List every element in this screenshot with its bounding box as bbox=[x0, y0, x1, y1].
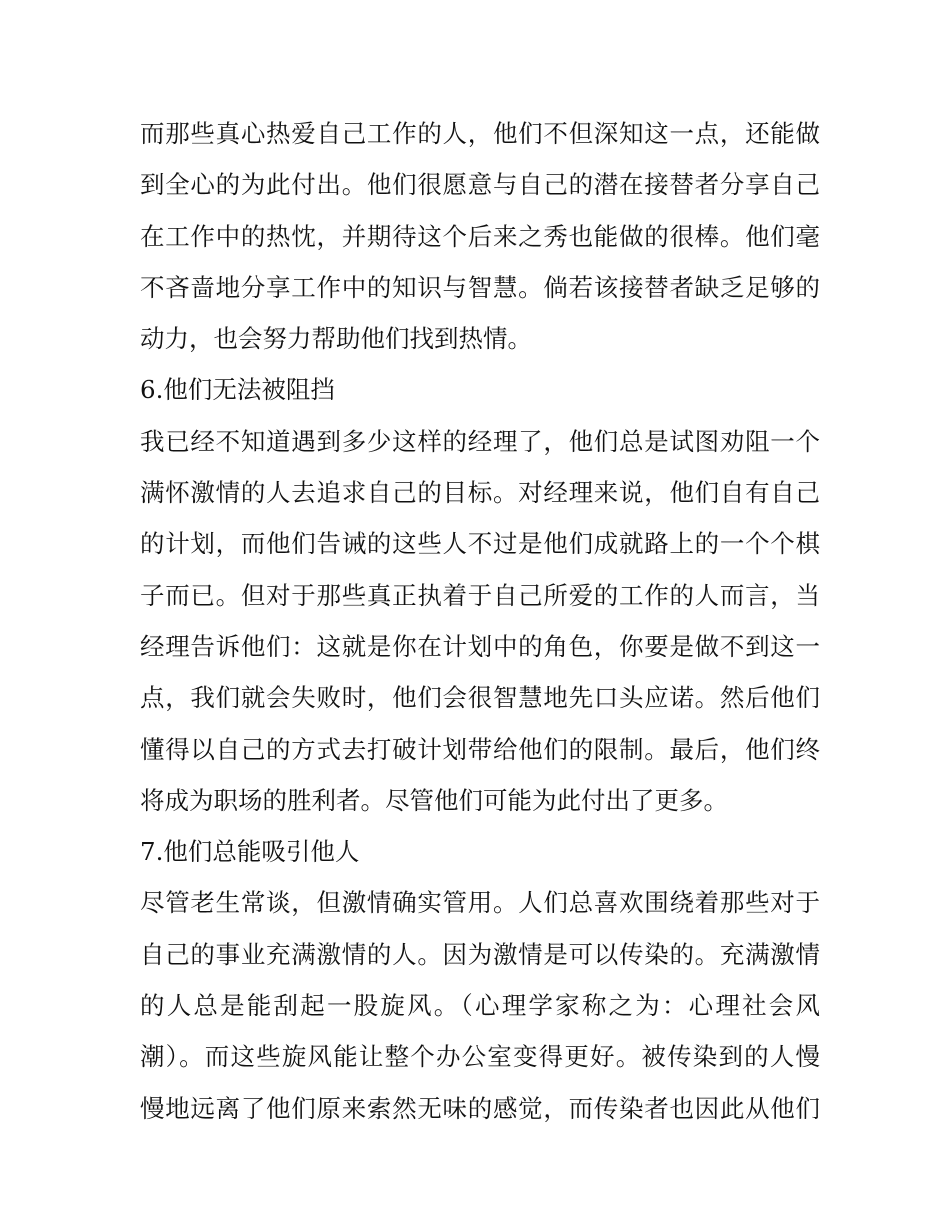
body-text bbox=[140, 108, 820, 1134]
text-line: 尽管老生常谈，但激情确实管用。人们总喜欢围绕着那些对于 bbox=[140, 888, 820, 918]
text-line: 懂得以自己的方式去打破计划带给他们的限制。最后，他们终 bbox=[140, 734, 820, 764]
text-line: 满怀激情的人去追求自己的目标。对经理来说，他们自有自己 bbox=[140, 478, 820, 508]
text-line: 到全心的为此付出。他们很愿意与自己的潜在接替者分享自己 bbox=[140, 170, 820, 200]
text-line: 的计划，而他们告诫的这些人不过是他们成就路上的一个个棋 bbox=[140, 529, 820, 559]
text-line: 潮）。而这些旋风能让整个办公室变得更好。被传染到的人慢 bbox=[140, 1042, 820, 1072]
text-line: 在工作中的热忱，并期待这个后来之秀也能做的很棒。他们毫 bbox=[140, 221, 820, 251]
text-line: 将成为职场的胜利者。尽管他们可能为此付出了更多。 bbox=[140, 785, 728, 815]
text-line: 不吝啬地分享工作中的知识与智慧。倘若该接替者缺乏足够的 bbox=[140, 272, 820, 302]
section-heading: 6.他们无法被阻挡 bbox=[140, 375, 335, 405]
text-line: 自己的事业充满激情的人。因为激情是可以传染的。充满激情 bbox=[140, 939, 820, 969]
text-line: 慢地远离了他们原来索然无味的感觉，而传染者也因此从他们 bbox=[140, 1093, 820, 1123]
text-line: 经理告诉他们：这就是你在计划中的角色，你要是做不到这一 bbox=[140, 631, 820, 661]
text-line: 点，我们就会失败时，他们会很智慧地先口头应诺。然后他们 bbox=[140, 683, 820, 713]
text-line: 子而已。但对于那些真正执着于自己所爱的工作的人而言，当 bbox=[140, 580, 820, 610]
text-line: 而那些真心热爱自己工作的人，他们不但深知这一点，还能做 bbox=[140, 119, 820, 148]
section-heading: 7.他们总能吸引他人 bbox=[140, 837, 360, 867]
text-line: 我已经不知道遇到多少这样的经理了，他们总是试图劝阻一个 bbox=[140, 426, 820, 456]
text-line: 的人总是能刮起一股旋风。（心理学家称之为：心理社会风 bbox=[140, 991, 820, 1021]
text-line: 动力，也会努力帮助他们找到热情。 bbox=[140, 324, 532, 354]
